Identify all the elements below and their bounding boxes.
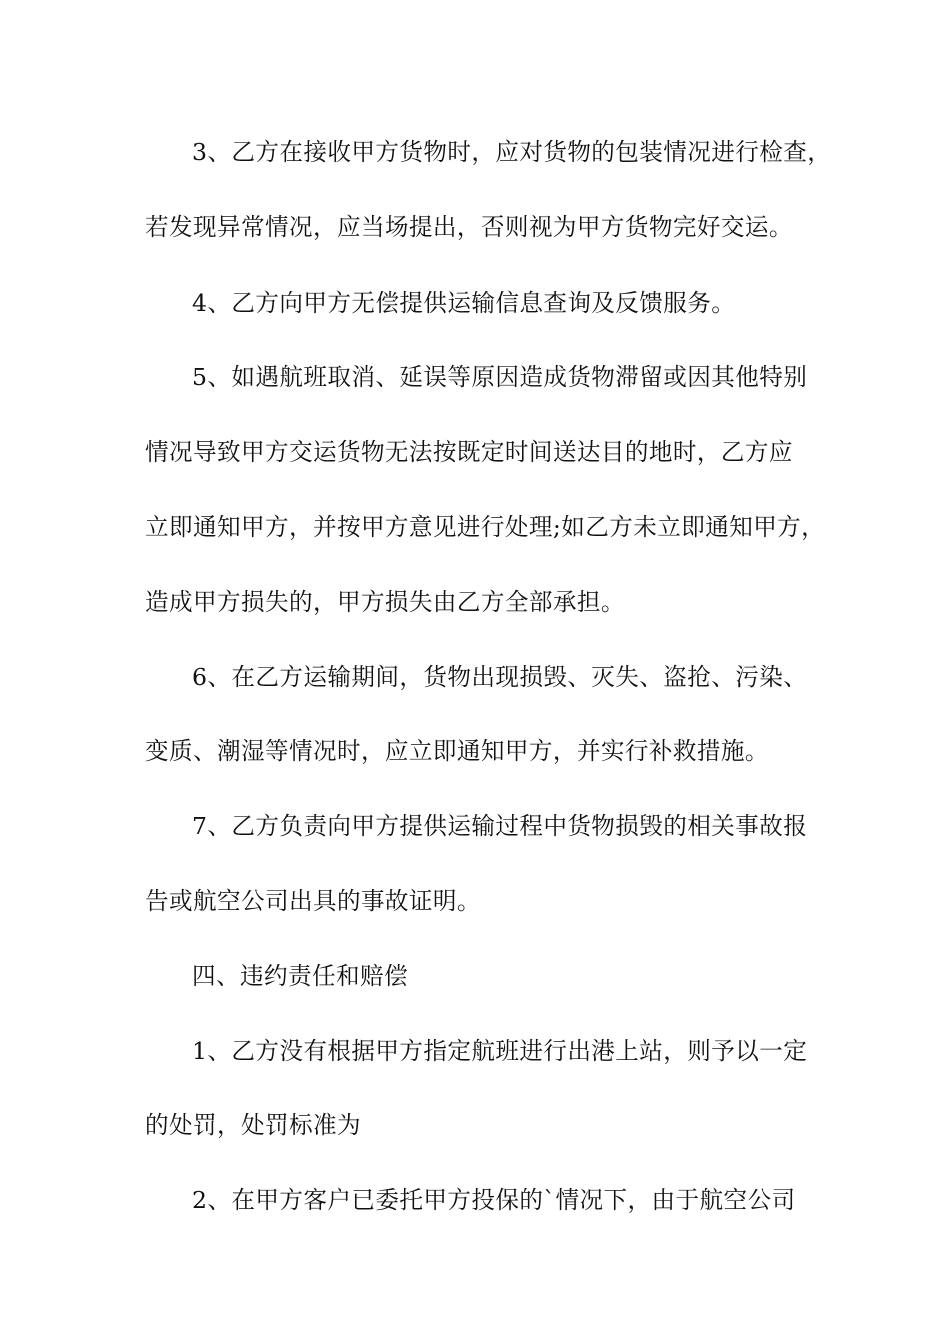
paragraph-line: 4、乙方向甲方无偿提供运输信息查询及反馈服务。 bbox=[192, 289, 736, 317]
paragraph-line: 6、在乙方运输期间，货物出现损毁、灭失、盗抢、污染、 bbox=[192, 663, 808, 691]
paragraph-line: 5、如遇航班取消、延误等原因造成货物滞留或因其他特别 bbox=[192, 363, 808, 391]
paragraph-line: 造成甲方损失的，甲方损失由乙方全部承担。 bbox=[145, 588, 625, 616]
paragraph-line: 3、乙方在接收甲方货物时，应对货物的包装情况进行检查， bbox=[192, 138, 832, 166]
section-heading: 四、违约责任和赔偿 bbox=[192, 962, 408, 990]
paragraph-line: 的处罚，处罚标准为 bbox=[145, 1111, 361, 1139]
paragraph-line: 7、乙方负责向甲方提供运输过程中货物损毁的相关事故报 bbox=[192, 812, 808, 840]
paragraph-line: 若发现异常情况，应当场提出，否则视为甲方货物完好交运。 bbox=[145, 213, 793, 241]
paragraph-line: 2、在甲方客户已委托甲方投保的`情况下，由于航空公司 bbox=[192, 1186, 796, 1214]
paragraph-line: 告或航空公司出具的事故证明。 bbox=[145, 887, 481, 915]
paragraph-line: 1、乙方没有根据甲方指定航班进行出港上站，则予以一定 bbox=[192, 1037, 808, 1065]
paragraph-line: 情况导致甲方交运货物无法按既定时间送达目的地时，乙方应 bbox=[145, 438, 793, 466]
paragraph-line: 立即通知甲方，并按甲方意见进行处理;如乙方未立即通知甲方， bbox=[145, 513, 826, 541]
paragraph-line: 变质、潮湿等情况时，应立即通知甲方，并实行补救措施。 bbox=[145, 737, 769, 765]
